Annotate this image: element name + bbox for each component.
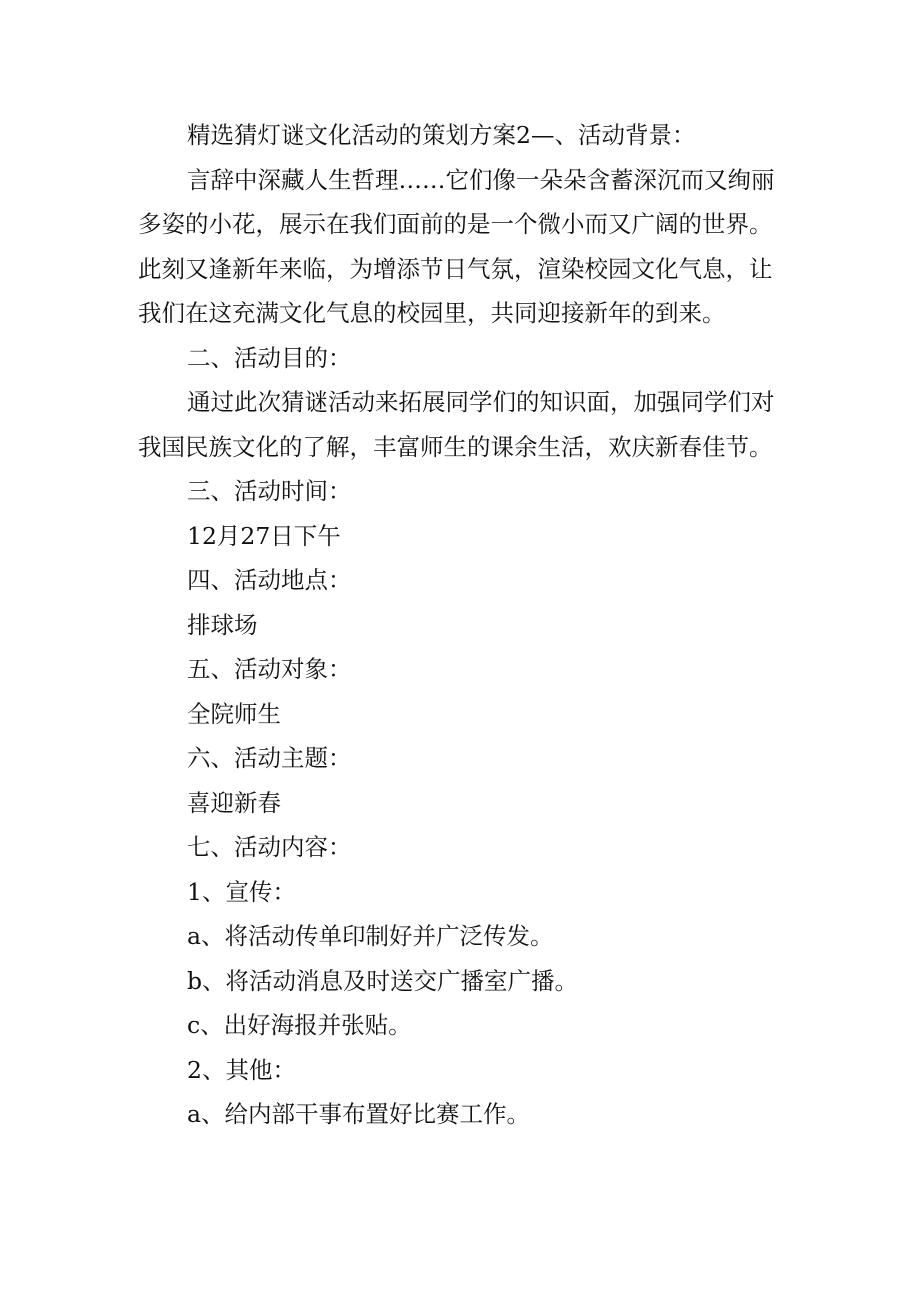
item-2-heading: 2、其他： (187, 1055, 296, 1084)
section-6-text: 喜迎新春 (187, 788, 281, 817)
item-1-c: c、出好海报并张贴。 (187, 1011, 412, 1039)
section-3-heading: 三、活动时间： (187, 477, 352, 505)
section-3-text: 12月27日下午 (187, 521, 341, 550)
document-title-line: 精选猜灯谜文化活动的策划方案2—、活动背景： (187, 121, 696, 149)
item-1-heading: 1、宣传： (187, 877, 296, 906)
section-5-text: 全院师生 (187, 699, 281, 728)
item-1-b: b、将活动消息及时送交广播室广播。 (187, 966, 579, 995)
section-4-heading: 四、活动地点： (187, 566, 352, 594)
section-7-heading: 七、活动内容： (187, 833, 352, 861)
background-paragraph: 言辞中深藏人生哲理……它们像一朵朵含蓄深沉而又绚丽多姿的小花，展示在我们面前的是一个微小而又广阔的世界。此刻又逢新年来临，为增添节日气氛，渲染校园文化气息，让我们在这充满文化气息的校园里，共同迎接新年的到来。 (138, 165, 775, 327)
section-5-heading: 五、活动对象： (187, 655, 352, 683)
item-1-a: a、将活动传单印制好并广泛传发。 (187, 922, 554, 950)
item-2-a: a、给内部干事布置好比赛工作。 (187, 1100, 531, 1128)
section-2-heading: 二、活动目的： (187, 343, 352, 372)
section-4-text: 排球场 (187, 610, 258, 639)
section-2-paragraph: 通过此次猜谜活动来拓展同学们的知识面，加强同学们对我国民族文化的了解，丰富师生的课余生活，欢庆新春佳节。 (138, 388, 775, 461)
section-6-heading: 六、活动主题： (187, 744, 352, 772)
